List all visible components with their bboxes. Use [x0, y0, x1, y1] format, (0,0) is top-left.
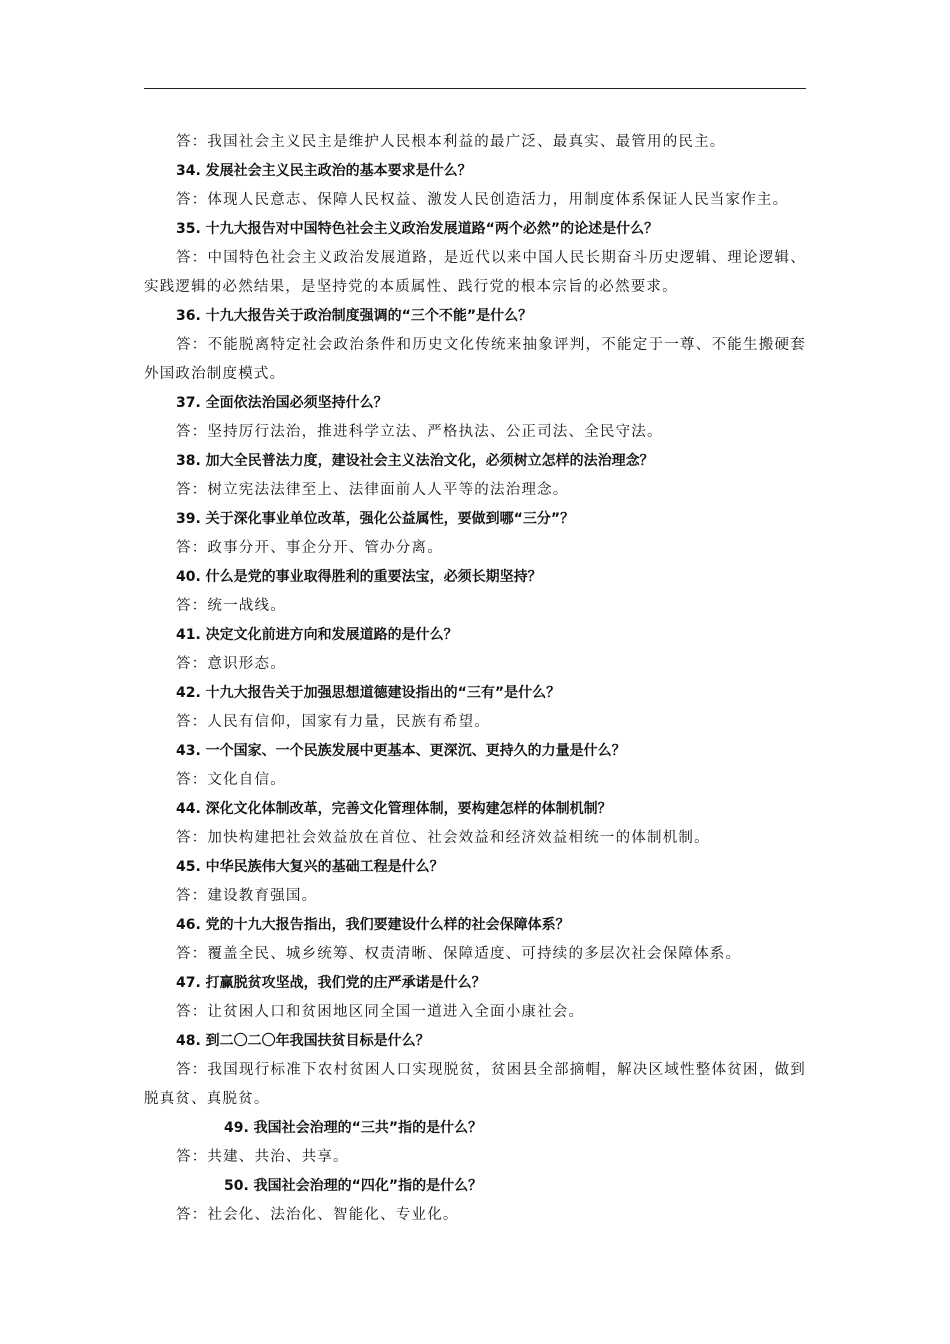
question-49: 49. 我国社会治理的“三共”指的是什么？ [224, 1120, 483, 1136]
question-48: 48. 到二〇二〇年我国扶贫目标是什么？ [176, 1033, 430, 1049]
answer-text: 答：统一战线。 [176, 598, 286, 614]
answer-text: 答：意识形态。 [176, 656, 286, 672]
answer-text: 答：社会化、法治化、智能化、专业化。 [176, 1207, 459, 1223]
question-39: 39. 关于深化事业单位改革，强化公益属性，要做到哪“三分”？ [176, 511, 575, 527]
question-44: 44. 深化文化体制改革，完善文化管理体制，要构建怎样的体制机制？ [176, 801, 612, 817]
answer-text: 答：体现人民意志、保障人民权益、激发人民创造活力，用制度体系保证人民当家作主。 [176, 192, 789, 208]
answer-text: 答：文化自信。 [176, 772, 286, 788]
question-45: 45. 中华民族伟大复兴的基础工程是什么？ [176, 859, 444, 875]
question-37: 37. 全面依法治国必须坚持什么？ [176, 395, 388, 411]
answer-text: 答：树立宪法法律至上、法律面前人人平等的法治理念。 [176, 482, 569, 498]
question-40: 40. 什么是党的事业取得胜利的重要法宝，必须长期坚持？ [176, 569, 542, 585]
header-rule [144, 88, 806, 89]
answer-text: 答：共建、共治、共享。 [176, 1149, 349, 1165]
question-50: 50. 我国社会治理的“四化”指的是什么？ [224, 1178, 483, 1194]
answer-text: 答：加快构建把社会效益放在首位、社会效益和经济效益相统一的体制机制。 [176, 830, 710, 846]
answer-text: 答：让贫困人口和贫困地区同全国一道进入全面小康社会。 [176, 1004, 585, 1020]
answer-text: 答：不能脱离特定社会政治条件和历史文化传统来抽象评判，不能定于一尊、不能生搬硬套外国政治制度模式。 [144, 337, 806, 382]
question-46: 46. 党的十九大报告指出，我们要建设什么样的社会保障体系？ [176, 917, 570, 933]
question-47: 47. 打赢脱贫攻坚战，我们党的庄严承诺是什么？ [176, 975, 486, 991]
question-42: 42. 十九大报告关于加强思想道德建设指出的“三有”是什么？ [176, 685, 561, 701]
answer-text: 答：人民有信仰，国家有力量，民族有希望。 [176, 714, 490, 730]
answer-text: 答：建设教育强国。 [176, 888, 318, 904]
answer-text: 答：覆盖全民、城乡统筹、权责清晰、保障适度、可持续的多层次社会保障体系。 [176, 946, 742, 962]
answer-text: 答：我国社会主义民主是维护人民根本利益的最广泛、最真实、最管用的民主。 [176, 134, 726, 150]
answer-text: 答：中国特色社会主义政治发展道路，是近代以来中国人民长期奋斗历史逻辑、理论逻辑、实践逻辑的必然结果，是坚持党的本质属性、践行党的根本宗旨的必然要求。 [144, 250, 806, 295]
question-38: 38. 加大全民普法力度，建设社会主义法治文化，必须树立怎样的法治理念？ [176, 453, 654, 469]
question-34: 34. 发展社会主义民主政治的基本要求是什么？ [176, 163, 472, 179]
question-43: 43. 一个国家、一个民族发展中更基本、更深沉、更持久的力量是什么？ [176, 743, 626, 759]
answer-text: 答：我国现行标准下农村贫困人口实现脱贫，贫困县全部摘帽，解决区域性整体贫困，做到脱真贫、真脱贫。 [144, 1062, 806, 1107]
question-36: 36. 十九大报告关于政治制度强调的“三个不能”是什么？ [176, 308, 533, 324]
question-41: 41. 决定文化前进方向和发展道路的是什么？ [176, 627, 458, 643]
question-35: 35. 十九大报告对中国特色社会主义政治发展道路“两个必然”的论述是什么？ [176, 221, 659, 237]
answer-text: 答：政事分开、事企分开、管办分离。 [176, 540, 443, 556]
document-body [144, 128, 806, 1230]
answer-text: 答：坚持厉行法治，推进科学立法、严格执法、公正司法、全民守法。 [176, 424, 663, 440]
